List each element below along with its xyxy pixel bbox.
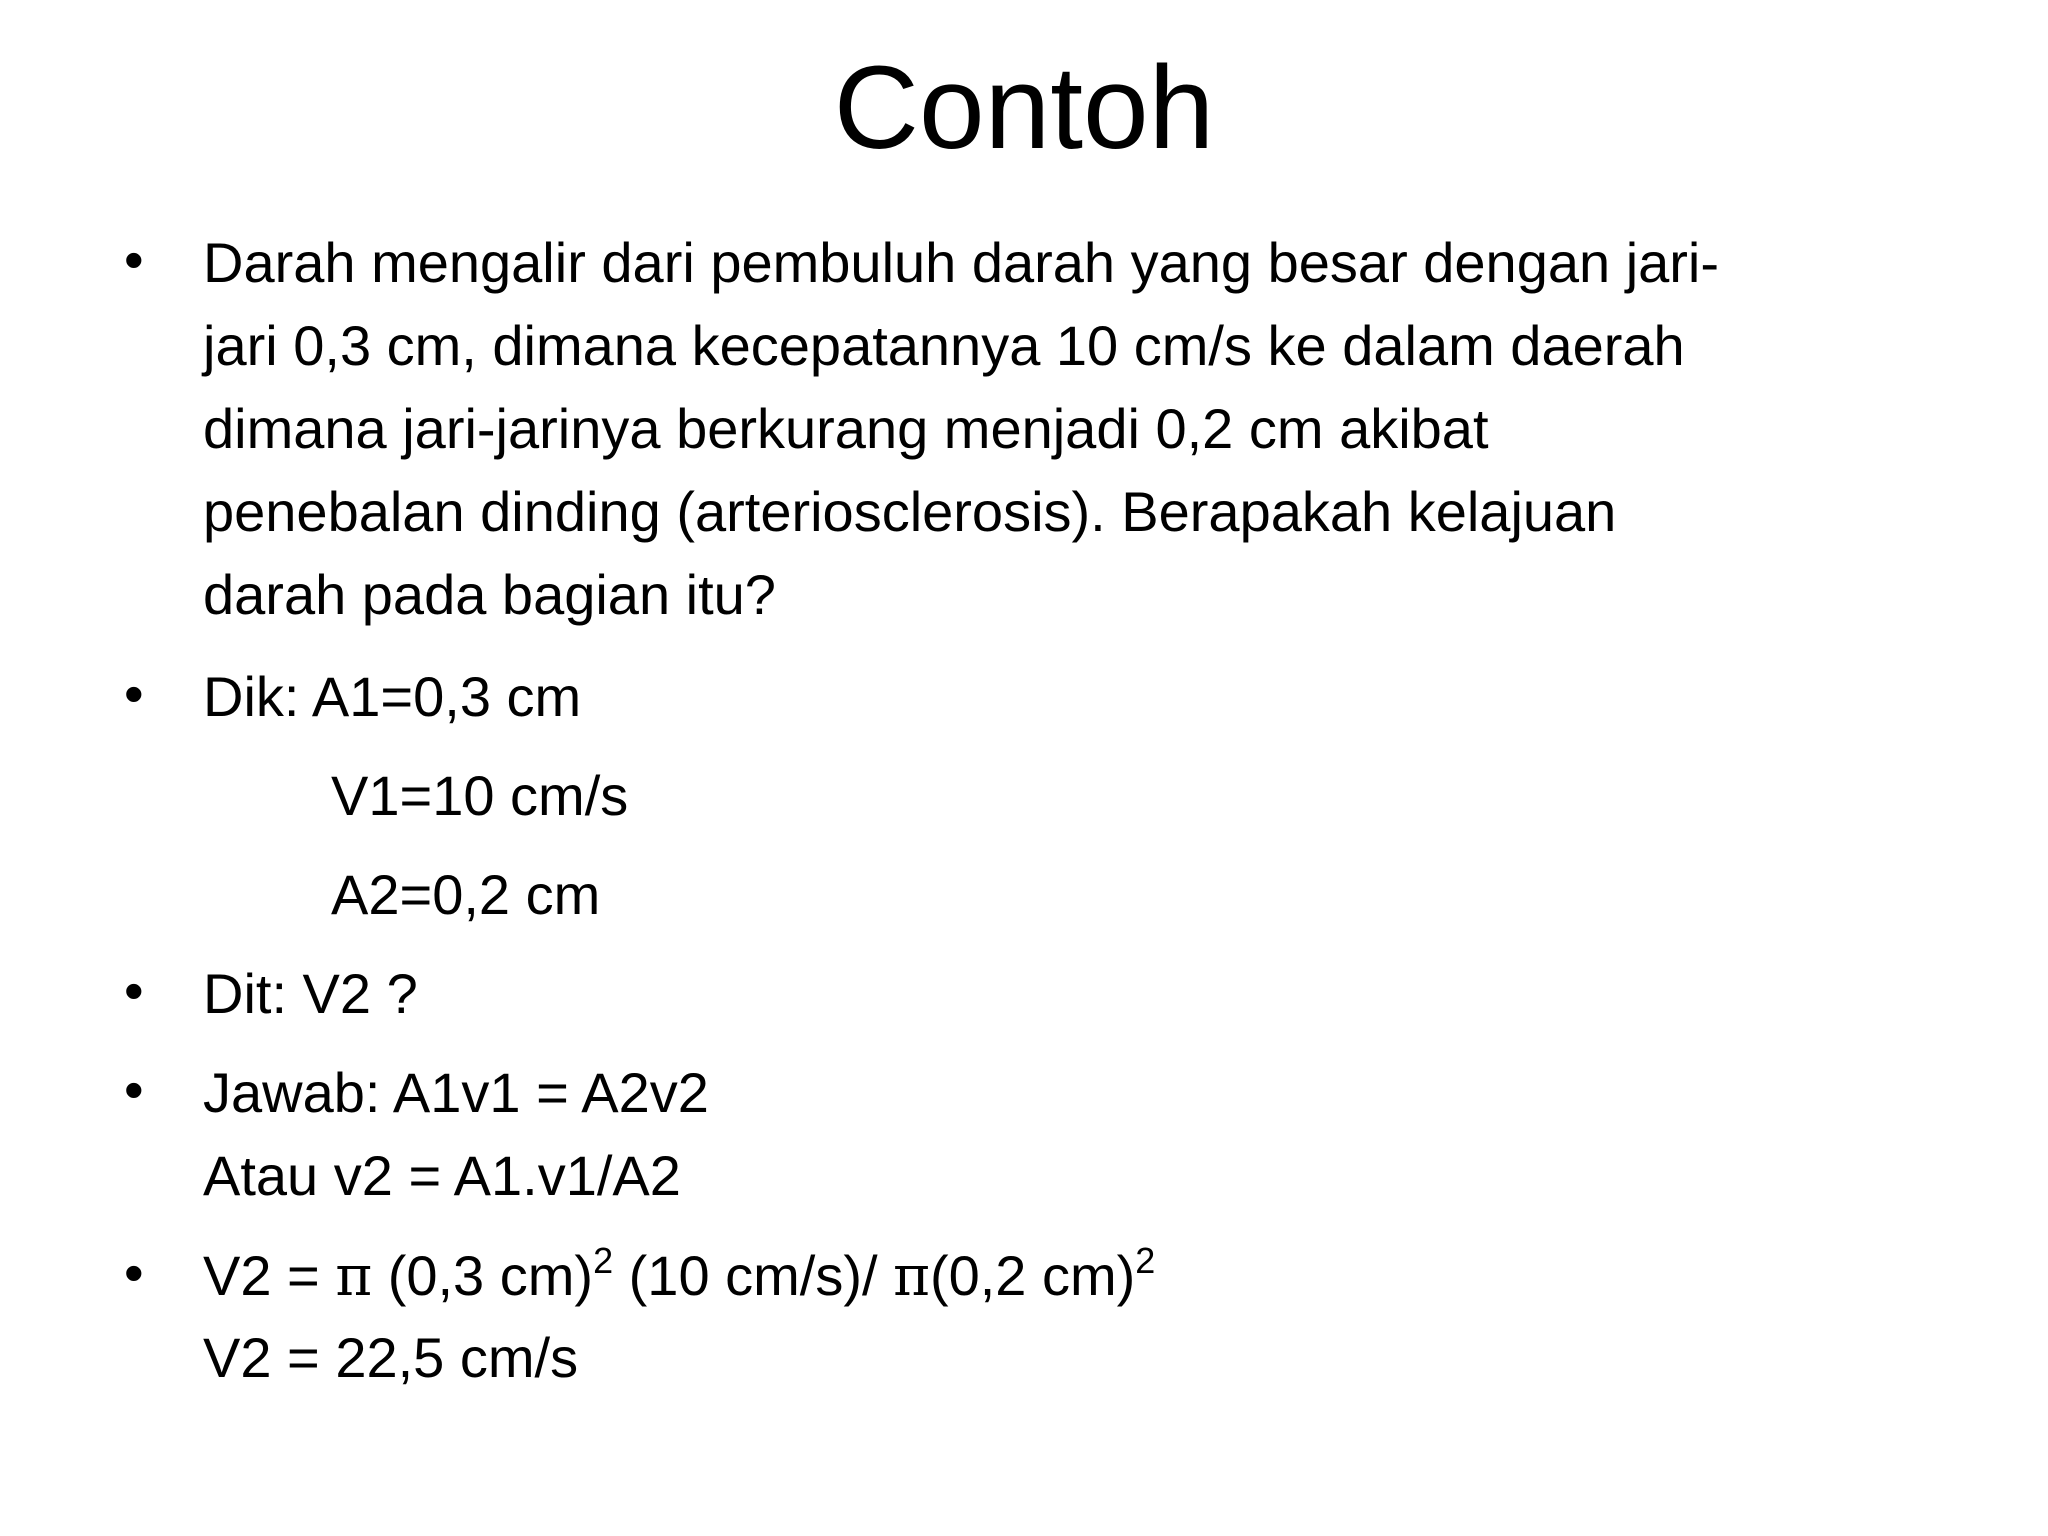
calc-part-1: V2 =	[203, 1244, 336, 1307]
asked-line: Dit: V2 ?	[203, 962, 418, 1025]
bullet-marker: •	[124, 228, 144, 291]
result-line: V2 = 22,5 cm/s	[203, 1326, 579, 1389]
known-line-1: Dik: A1=0,3 cm	[203, 665, 582, 728]
problem-line-5: darah pada bagian itu?	[203, 563, 776, 626]
pi-symbol: π	[335, 1244, 373, 1309]
bullet-marker: •	[124, 1058, 144, 1121]
problem-line-4: penebalan dinding (arteriosclerosis). Berapakah kelajuan	[203, 480, 1617, 543]
bullet-marker: •	[124, 1241, 144, 1304]
calc-part-3: (10 cm/s)/	[613, 1244, 894, 1307]
problem-line-3: dimana jari-jarinya berkurang menjadi 0,2 cm akibat	[203, 397, 1489, 460]
answer-line-1: Jawab: A1v1 = A2v2	[203, 1061, 709, 1124]
problem-line-2: jari 0,3 cm, dimana kecepatannya 10 cm/s ke dalam daerah	[203, 314, 1685, 377]
pi-symbol: π	[893, 1244, 930, 1309]
known-line-2: V1=10 cm/s	[331, 764, 629, 827]
calc-part-4: (0,2 cm)	[929, 1244, 1136, 1307]
bullet-marker: •	[124, 959, 144, 1022]
exponent: 2	[593, 1240, 614, 1281]
bullet-marker: •	[124, 662, 144, 725]
known-line-3: A2=0,2 cm	[331, 863, 601, 926]
exponent: 2	[1135, 1240, 1156, 1281]
slide-title: Contoh	[833, 42, 1215, 174]
calculation-line	[203, 1241, 1155, 1312]
calc-part-2: (0,3 cm)	[372, 1244, 594, 1307]
answer-line-2: Atau v2 = A1.v1/A2	[203, 1144, 681, 1207]
problem-line-1: Darah mengalir dari pembuluh darah yang besar dengan jari-	[203, 231, 1720, 294]
